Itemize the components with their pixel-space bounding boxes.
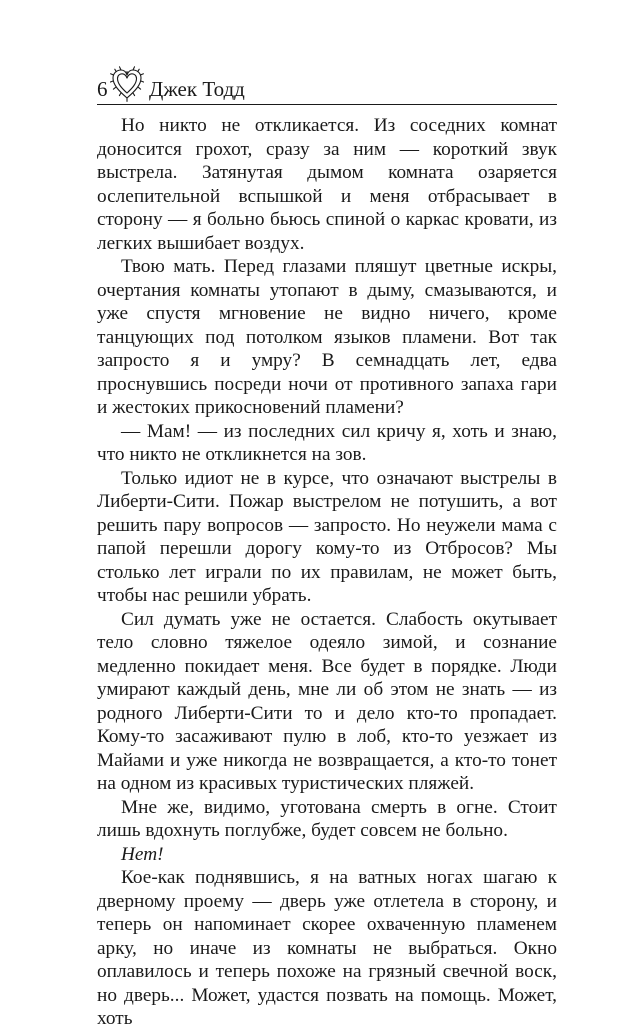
paragraph: Мне же, видимо, уготована смерть в огне. Стоит лишь вдохнуть поглубже, будет совсем не больно. xyxy=(97,796,557,841)
running-head xyxy=(97,60,557,105)
paragraph: — Мам! — из последних сил кричу я, хоть и знаю, что никто не откликнется на зов. xyxy=(97,420,557,465)
page-number: 6 xyxy=(97,77,108,101)
paragraph: Твою мать. Перед глазами пляшут цветные искры, очертания комнаты утопают в дыму, смазываются, и уже спустя мгновение не видно ничего, кроме танцующих под потолком языков пламени. Вот так запросто я и умру? В семнадцать лет, едва проснувшись посреди ночи от противного запаха гари и жестоких прикосновений пламени? xyxy=(97,256,557,418)
paragraph: Кое-как поднявшись, я на ватных ногах шагаю к дверному проему — дверь уже отлетела в сторону, и теперь он напоминает скорее охваченную пламенем арку, но иначе из комнаты не выбраться. Окно оплавилось и теперь похоже на грязный свечной воск, но дверь... Может, удастся позвать на помощь. Может, хоть xyxy=(97,867,557,1029)
heart-ornament-icon xyxy=(110,66,144,102)
paragraph: Сил думать уже не остается. Слабость окутывает тело словно тяжелое одеяло зимой, и сознание медленно покидает меня. Все будет в порядке. Люди умирают каждый день, мне ли об этом не знать — из родного Либерти-Сити то и дело кто-то пропадает. Кому-то засаживают пулю в лоб, кто-то уезжает из Майами и уже никогда не возвращается, а кто-то тонет на одном из красивых туристических пляжей. xyxy=(97,608,557,794)
author-name: Джек Тодд xyxy=(149,77,245,101)
paragraph-italic: Нет! xyxy=(121,843,164,865)
text-body xyxy=(97,114,557,1031)
paragraph: Но никто не откликается. Из соседних комнат доносится грохот, сразу за ним — короткий звук выстрела. Затянутая дымом комната озаряется ослепительной вспышкой и меня отбрасывает в сторону — я больно бьюсь спиной о каркас кровати, из легких вышибает воздух. xyxy=(97,115,557,254)
paragraph: Только идиот не в курсе, что означают выстрелы в Либерти-Сити. Пожар выстрелом не потушить, а вот решить пару вопросов — запросто. Но неужели мама с папой перешли дорогу кому-то из Отбросов? Мы столько лет играли по их правилам, не может быть, чтобы нас решили убрать. xyxy=(97,467,557,606)
